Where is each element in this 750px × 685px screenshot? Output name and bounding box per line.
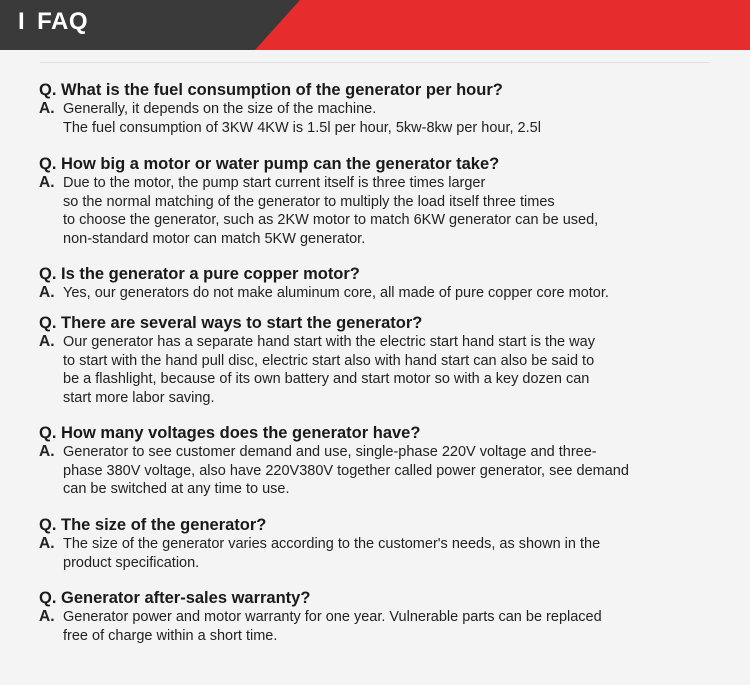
answer-tag: A. <box>39 333 55 350</box>
faq-item <box>39 154 729 248</box>
faq-answer <box>39 608 729 645</box>
faq-question: Q. Is the generator a pure copper motor? <box>39 265 360 283</box>
page-title <box>18 8 88 36</box>
faq-question: Q. The size of the generator? <box>39 516 267 534</box>
answer-line: phase 380V voltage, also have 220V380V together called power generator, see demand <box>63 462 629 479</box>
answer-line: product specification. <box>63 554 200 571</box>
answer-line: The size of the generator varies according to the customer's needs, as shown in the <box>63 536 601 552</box>
answer-line: can be switched at any time to use. <box>63 481 290 497</box>
faq-item <box>39 423 729 499</box>
divider <box>40 62 710 63</box>
faq-item <box>39 313 729 407</box>
answer-tag: A. <box>39 174 55 191</box>
answer-line: Our generator has a separate hand start with the electric start hand start is the way <box>63 334 595 350</box>
faq-answer <box>39 174 729 248</box>
faq-question: Q. How big a motor or water pump can the generator take? <box>39 155 500 173</box>
answer-line: so the normal matching of the generator to multiply the load itself three times <box>63 193 555 210</box>
answer-tag: A. <box>39 608 55 625</box>
answer-line: start more labor saving. <box>63 389 215 406</box>
answer-line: free of charge within a short time. <box>63 627 278 644</box>
faq-answer <box>39 284 729 303</box>
answer-line: Due to the motor, the pump start current itself is three times larger <box>63 175 486 191</box>
faq-question: Q. What is the fuel consumption of the generator per hour? <box>39 81 503 99</box>
answer-line: be a flashlight, because of its own battery and start motor so with a key dozen can <box>63 371 590 387</box>
answer-line: Generator power and motor warranty for one year. Vulnerable parts can be replaced <box>63 609 602 625</box>
faq-answer <box>39 333 729 407</box>
header-banner <box>0 0 750 50</box>
title-bar-glyph: I <box>18 8 26 35</box>
answer-line: to choose the generator, such as 2KW motor to match 6KW generator can be used, <box>63 212 599 228</box>
faq-item <box>39 264 729 303</box>
faq-item <box>39 80 729 137</box>
answer-line: to start with the hand pull disc, electric start also with hand start can also be said to <box>63 352 595 369</box>
faq-question: Q. How many voltages does the generator have? <box>39 424 421 442</box>
faq-item <box>39 515 729 572</box>
faq-question: Q. Generator after-sales warranty? <box>39 589 311 607</box>
answer-tag: A. <box>39 443 55 460</box>
faq-question: Q. There are several ways to start the generator? <box>39 314 423 332</box>
faq-item <box>39 588 729 645</box>
title-text: FAQ <box>37 8 89 35</box>
answer-tag: A. <box>39 535 55 552</box>
faq-answer <box>39 100 729 137</box>
answer-line: Generator to see customer demand and use, single-phase 220V voltage and three- <box>63 444 597 460</box>
answer-tag: A. <box>39 100 55 117</box>
faq-answer <box>39 535 729 572</box>
answer-line: The fuel consumption of 3KW 4KW is 1.5l per hour, 5kw-8kw per hour, 2.5l <box>63 119 541 136</box>
answer-line: Generally, it depends on the size of the machine. <box>63 101 377 117</box>
answer-line: Yes, our generators do not make aluminum core, all made of pure copper core motor. <box>63 285 609 301</box>
faq-answer <box>39 443 729 499</box>
answer-tag: A. <box>39 284 55 301</box>
answer-line: non-standard motor can match 5KW generator. <box>63 230 366 247</box>
